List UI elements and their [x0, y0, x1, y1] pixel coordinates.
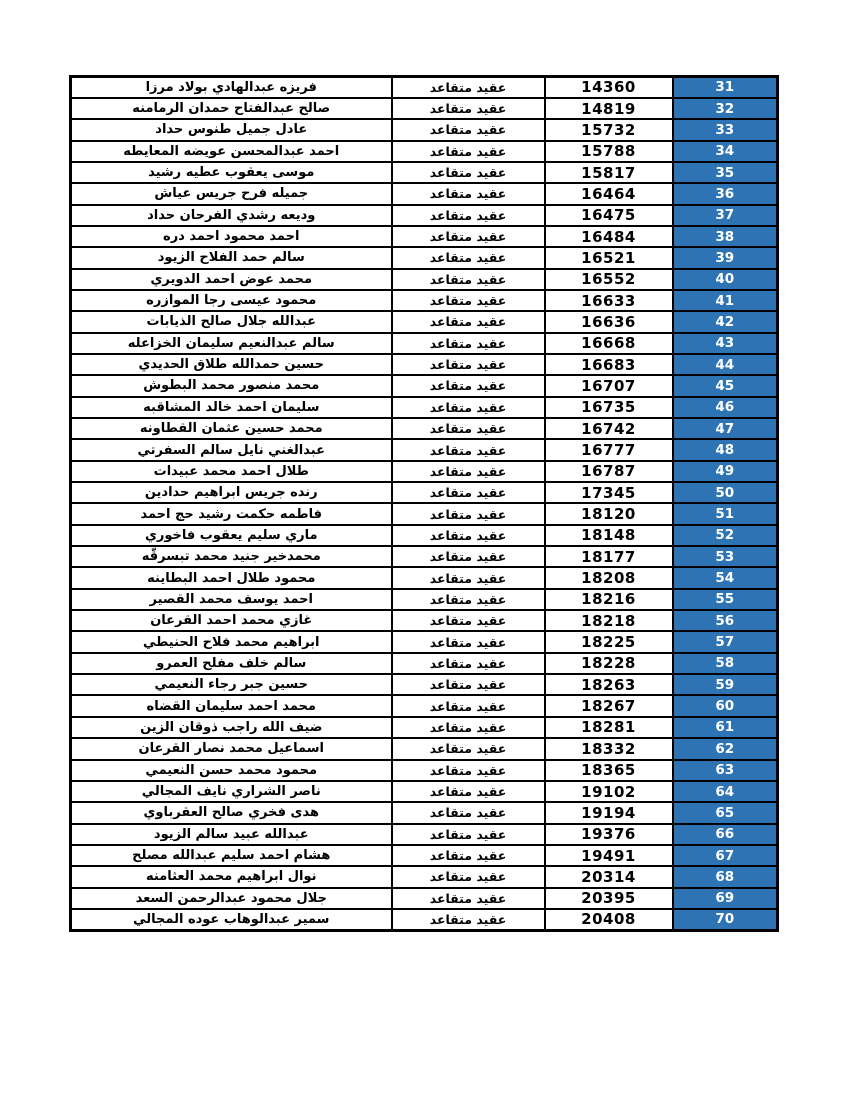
- officer-name-cell: فاطمه حكمت رشيد حج احمد: [71, 503, 392, 524]
- table-row: [71, 162, 778, 183]
- officer-name-cell: جميله فرح جريس عياش: [71, 183, 392, 204]
- officer-name-cell: فريزه عبدالهادي بولاد مرزا: [71, 77, 392, 98]
- rank-cell: عقيد متقاعد: [392, 631, 545, 652]
- table-row: [71, 695, 778, 716]
- table-row: [71, 546, 778, 567]
- service-number-cell: 16521: [545, 247, 673, 268]
- row-index-cell: 69: [673, 888, 778, 909]
- officer-name-cell: ضيف الله راجب ذوقان الزين: [71, 717, 392, 738]
- rank-cell: عقيد متقاعد: [392, 589, 545, 610]
- service-number-cell: 20395: [545, 888, 673, 909]
- service-number-cell: 18281: [545, 717, 673, 738]
- rank-cell: عقيد متقاعد: [392, 888, 545, 909]
- rank-cell: عقيد متقاعد: [392, 610, 545, 631]
- officer-name-cell: حسين حمدالله طلاق الحديدي: [71, 354, 392, 375]
- row-index-cell: 52: [673, 525, 778, 546]
- officer-name-cell: سالم حمد الفلاح الزيود: [71, 247, 392, 268]
- officer-name-cell: سليمان احمد خالد المشاقبه: [71, 397, 392, 418]
- row-index-cell: 67: [673, 845, 778, 866]
- service-number-cell: 18225: [545, 631, 673, 652]
- officer-name-cell: ناصر الشراري نايف المجالي: [71, 781, 392, 802]
- officer-name-cell: موسى يعقوب عطيه رشيد: [71, 162, 392, 183]
- rank-cell: عقيد متقاعد: [392, 525, 545, 546]
- row-index-cell: 47: [673, 418, 778, 439]
- service-number-cell: 18267: [545, 695, 673, 716]
- table-row: [71, 888, 778, 909]
- rank-cell: عقيد متقاعد: [392, 845, 545, 866]
- officer-name-cell: محمد عوض احمد الدويري: [71, 269, 392, 290]
- row-index-cell: 57: [673, 631, 778, 652]
- table-row: [71, 866, 778, 887]
- table-row: [71, 269, 778, 290]
- table-row: [71, 141, 778, 162]
- table-row: [71, 909, 778, 930]
- table-row: [71, 461, 778, 482]
- service-number-cell: 18208: [545, 567, 673, 588]
- row-index-cell: 65: [673, 802, 778, 823]
- officer-name-cell: محمد حسين عثمان القطاونه: [71, 418, 392, 439]
- service-number-cell: 16475: [545, 205, 673, 226]
- officer-name-cell: اسماعيل محمد نصار القرعان: [71, 738, 392, 759]
- officer-name-cell: عبدالله جلال صالح الذيابات: [71, 311, 392, 332]
- table-row: [71, 482, 778, 503]
- service-number-cell: 18365: [545, 760, 673, 781]
- table-row: [71, 354, 778, 375]
- row-index-cell: 33: [673, 119, 778, 140]
- officer-name-cell: جلال محمود عبدالرحمن السعد: [71, 888, 392, 909]
- service-number-cell: 19102: [545, 781, 673, 802]
- officer-name-cell: محمود طلال احمد البطاينه: [71, 567, 392, 588]
- officer-name-cell: سالم خلف مفلح العمرو: [71, 653, 392, 674]
- service-number-cell: 15732: [545, 119, 673, 140]
- table-row: [71, 567, 778, 588]
- row-index-cell: 55: [673, 589, 778, 610]
- rank-cell: عقيد متقاعد: [392, 760, 545, 781]
- service-number-cell: 18120: [545, 503, 673, 524]
- officer-name-cell: محمود عيسى رجا الموازره: [71, 290, 392, 311]
- table-row: [71, 119, 778, 140]
- service-number-cell: 16683: [545, 354, 673, 375]
- rank-cell: عقيد متقاعد: [392, 738, 545, 759]
- table-row: [71, 525, 778, 546]
- row-index-cell: 38: [673, 226, 778, 247]
- officer-name-cell: ماري سليم يعقوب فاخوري: [71, 525, 392, 546]
- rank-cell: عقيد متقاعد: [392, 205, 545, 226]
- table-row: [71, 311, 778, 332]
- service-number-cell: 16787: [545, 461, 673, 482]
- officer-name-cell: حسين جبر رجاء النعيمي: [71, 674, 392, 695]
- row-index-cell: 46: [673, 397, 778, 418]
- rank-cell: عقيد متقاعد: [392, 439, 545, 460]
- row-index-cell: 54: [673, 567, 778, 588]
- rank-cell: عقيد متقاعد: [392, 290, 545, 311]
- table-row: [71, 802, 778, 823]
- row-index-cell: 39: [673, 247, 778, 268]
- service-number-cell: 18177: [545, 546, 673, 567]
- table-row: [71, 674, 778, 695]
- service-number-cell: 19376: [545, 824, 673, 845]
- officer-name-cell: عادل جميل طنوس حداد: [71, 119, 392, 140]
- officer-name-cell: محمد احمد سليمان القضاه: [71, 695, 392, 716]
- service-number-cell: 16707: [545, 375, 673, 396]
- row-index-cell: 63: [673, 760, 778, 781]
- rank-cell: عقيد متقاعد: [392, 717, 545, 738]
- service-number-cell: 15817: [545, 162, 673, 183]
- officer-name-cell: محمود محمد حسن النعيمي: [71, 760, 392, 781]
- officer-name-cell: وديعه رشدي الفرحان حداد: [71, 205, 392, 226]
- service-number-cell: 18148: [545, 525, 673, 546]
- row-index-cell: 66: [673, 824, 778, 845]
- service-number-cell: 18228: [545, 653, 673, 674]
- row-index-cell: 37: [673, 205, 778, 226]
- row-index-cell: 43: [673, 333, 778, 354]
- row-index-cell: 62: [673, 738, 778, 759]
- rank-cell: عقيد متقاعد: [392, 247, 545, 268]
- table-row: [71, 760, 778, 781]
- rank-cell: عقيد متقاعد: [392, 311, 545, 332]
- rank-cell: عقيد متقاعد: [392, 653, 545, 674]
- table-row: [71, 290, 778, 311]
- rank-cell: عقيد متقاعد: [392, 333, 545, 354]
- officer-name-cell: احمد عبدالمحسن عويضه المعايطه: [71, 141, 392, 162]
- service-number-cell: 16484: [545, 226, 673, 247]
- row-index-cell: 56: [673, 610, 778, 631]
- row-index-cell: 34: [673, 141, 778, 162]
- rank-cell: عقيد متقاعد: [392, 183, 545, 204]
- table-row: [71, 631, 778, 652]
- service-number-cell: 14819: [545, 98, 673, 119]
- officer-name-cell: طلال احمد محمد عبيدات: [71, 461, 392, 482]
- rank-cell: عقيد متقاعد: [392, 418, 545, 439]
- officer-name-cell: صالح عبدالفتاح حمدان الرمامنه: [71, 98, 392, 119]
- rank-cell: عقيد متقاعد: [392, 397, 545, 418]
- retired-officers-table: [69, 75, 779, 932]
- row-index-cell: 44: [673, 354, 778, 375]
- row-index-cell: 50: [673, 482, 778, 503]
- table-row: [71, 397, 778, 418]
- service-number-cell: 19194: [545, 802, 673, 823]
- row-index-cell: 64: [673, 781, 778, 802]
- service-number-cell: 20408: [545, 909, 673, 930]
- rank-cell: عقيد متقاعد: [392, 461, 545, 482]
- officer-name-cell: هشام احمد سليم عبدالله مصلح: [71, 845, 392, 866]
- table-row: [71, 418, 778, 439]
- rank-cell: عقيد متقاعد: [392, 866, 545, 887]
- row-index-cell: 36: [673, 183, 778, 204]
- table-row: [71, 205, 778, 226]
- table-row: [71, 717, 778, 738]
- row-index-cell: 60: [673, 695, 778, 716]
- rank-cell: عقيد متقاعد: [392, 909, 545, 930]
- row-index-cell: 35: [673, 162, 778, 183]
- service-number-cell: 16636: [545, 311, 673, 332]
- rank-cell: عقيد متقاعد: [392, 98, 545, 119]
- rank-cell: عقيد متقاعد: [392, 695, 545, 716]
- row-index-cell: 32: [673, 98, 778, 119]
- service-number-cell: 18218: [545, 610, 673, 631]
- service-number-cell: 17345: [545, 482, 673, 503]
- row-index-cell: 51: [673, 503, 778, 524]
- service-number-cell: 18263: [545, 674, 673, 695]
- row-index-cell: 45: [673, 375, 778, 396]
- table-row: [71, 781, 778, 802]
- table-row: [71, 226, 778, 247]
- row-index-cell: 40: [673, 269, 778, 290]
- rank-cell: عقيد متقاعد: [392, 482, 545, 503]
- table-row: [71, 98, 778, 119]
- row-index-cell: 48: [673, 439, 778, 460]
- row-index-cell: 53: [673, 546, 778, 567]
- officer-name-cell: محمدخير جنيد محمد تبسرقّه: [71, 546, 392, 567]
- rank-cell: عقيد متقاعد: [392, 781, 545, 802]
- table-row: [71, 610, 778, 631]
- rank-cell: عقيد متقاعد: [392, 141, 545, 162]
- service-number-cell: 16552: [545, 269, 673, 290]
- table-row: [71, 845, 778, 866]
- rank-cell: عقيد متقاعد: [392, 269, 545, 290]
- service-number-cell: 16735: [545, 397, 673, 418]
- table-body: [71, 77, 778, 931]
- service-number-cell: 20314: [545, 866, 673, 887]
- officer-name-cell: احمد يوسف محمد القصير: [71, 589, 392, 610]
- rank-cell: عقيد متقاعد: [392, 546, 545, 567]
- row-index-cell: 49: [673, 461, 778, 482]
- officer-name-cell: رنده جريس ابراهيم حدادين: [71, 482, 392, 503]
- officer-name-cell: عبدالله عبيد سالم الزيود: [71, 824, 392, 845]
- service-number-cell: 16742: [545, 418, 673, 439]
- officer-name-cell: احمد محمود احمد دره: [71, 226, 392, 247]
- rank-cell: عقيد متقاعد: [392, 226, 545, 247]
- rank-cell: عقيد متقاعد: [392, 674, 545, 695]
- rank-cell: عقيد متقاعد: [392, 375, 545, 396]
- rank-cell: عقيد متقاعد: [392, 503, 545, 524]
- service-number-cell: 19491: [545, 845, 673, 866]
- rank-cell: عقيد متقاعد: [392, 354, 545, 375]
- officer-name-cell: سمير عبدالوهاب عوده المجالي: [71, 909, 392, 930]
- service-number-cell: 16668: [545, 333, 673, 354]
- row-index-cell: 61: [673, 717, 778, 738]
- rank-cell: عقيد متقاعد: [392, 162, 545, 183]
- row-index-cell: 70: [673, 909, 778, 930]
- table-row: [71, 77, 778, 98]
- officer-name-cell: غازي محمد احمد القرعان: [71, 610, 392, 631]
- service-number-cell: 16777: [545, 439, 673, 460]
- row-index-cell: 41: [673, 290, 778, 311]
- rank-cell: عقيد متقاعد: [392, 802, 545, 823]
- row-index-cell: 58: [673, 653, 778, 674]
- table-row: [71, 503, 778, 524]
- row-index-cell: 42: [673, 311, 778, 332]
- table-row: [71, 589, 778, 610]
- table-row: [71, 375, 778, 396]
- row-index-cell: 31: [673, 77, 778, 98]
- service-number-cell: 14360: [545, 77, 673, 98]
- rank-cell: عقيد متقاعد: [392, 824, 545, 845]
- officer-name-cell: نوال ابراهيم محمد العثامنه: [71, 866, 392, 887]
- rank-cell: عقيد متقاعد: [392, 119, 545, 140]
- service-number-cell: 16464: [545, 183, 673, 204]
- service-number-cell: 16633: [545, 290, 673, 311]
- service-number-cell: 15788: [545, 141, 673, 162]
- service-number-cell: 18332: [545, 738, 673, 759]
- table-row: [71, 738, 778, 759]
- service-number-cell: 18216: [545, 589, 673, 610]
- table-row: [71, 333, 778, 354]
- row-index-cell: 59: [673, 674, 778, 695]
- rank-cell: عقيد متقاعد: [392, 77, 545, 98]
- officer-name-cell: محمد منصور محمد البطوش: [71, 375, 392, 396]
- table-row: [71, 439, 778, 460]
- officer-name-cell: سالم عبدالنعيم سليمان الخزاعله: [71, 333, 392, 354]
- table-row: [71, 824, 778, 845]
- rank-cell: عقيد متقاعد: [392, 567, 545, 588]
- table-row: [71, 653, 778, 674]
- officer-name-cell: هدى فخري صالح العقرباوي: [71, 802, 392, 823]
- table-row: [71, 183, 778, 204]
- table-row: [71, 247, 778, 268]
- officer-name-cell: عبدالغني نايل سالم السفرتي: [71, 439, 392, 460]
- row-index-cell: 68: [673, 866, 778, 887]
- officer-name-cell: ابراهيم محمد فلاح الحنيطي: [71, 631, 392, 652]
